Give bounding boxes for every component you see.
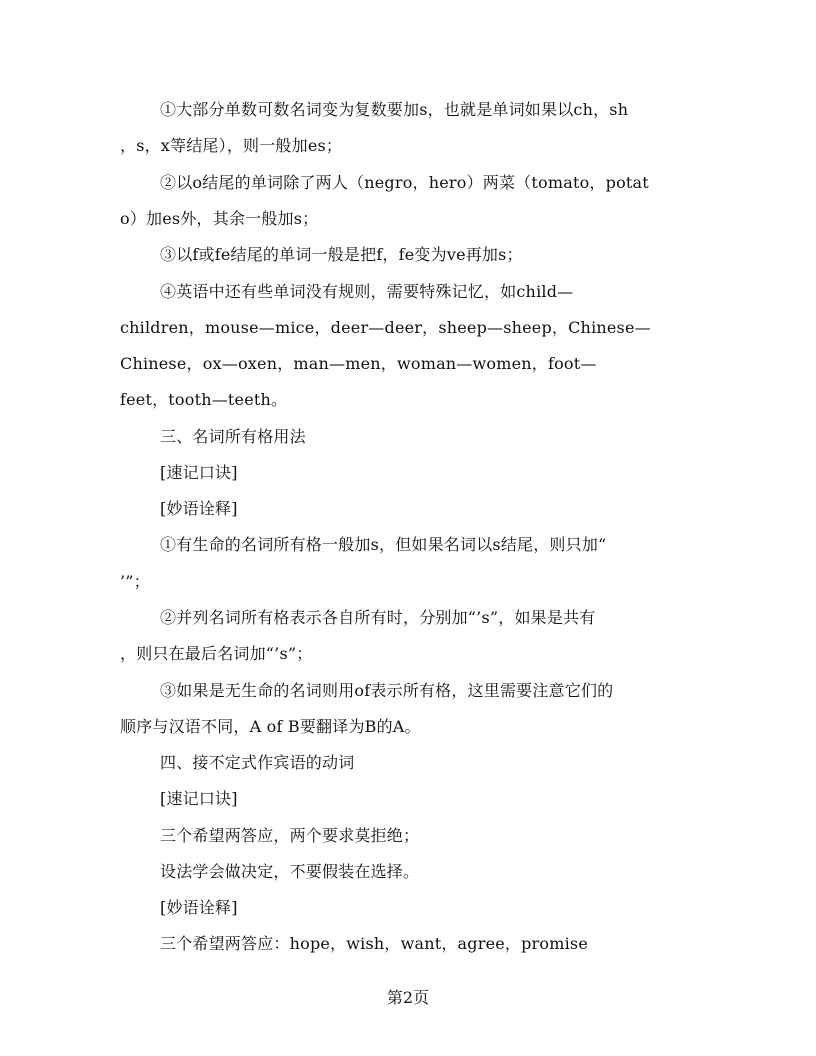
text-line: ③如果是无生命的名词则用of表示所有格，这里需要注意它们的 xyxy=(160,681,614,700)
text-line: feet，tooth—teeth。 xyxy=(120,390,288,409)
text-line: 三个希望两答应，两个要求莫拒绝； xyxy=(160,826,420,845)
text-line: 顺序与汉语不同，A of B要翻译为B的A。 xyxy=(120,717,421,736)
subheading: [妙语诠释] xyxy=(160,898,238,917)
text-line: children，mouse—mice，deer—deer，sheep—sheep，Chinese— xyxy=(120,318,651,337)
text-line: ③以f或fe结尾的单词一般是把f，fe变为ve再加s； xyxy=(160,245,523,264)
section-heading: 四、接不定式作宾语的动词 xyxy=(160,753,355,772)
text-line: Chinese，ox—oxen，man—men，woman—women，foot— xyxy=(120,354,597,373)
text-line: ’”； xyxy=(120,572,150,591)
section-heading: 三、名词所有格用法 xyxy=(160,427,306,446)
text-line: ，s，x等结尾），则一般加es； xyxy=(120,136,343,155)
text-line: ，则只在最后名词加“’s”； xyxy=(120,644,313,663)
subheading: [速记口诀] xyxy=(160,789,238,808)
text-line: ②并列名词所有格表示各自所有时，分别加“’s”，如果是共有 xyxy=(160,608,596,627)
text-line: ④英语中还有些单词没有规则，需要特殊记忆，如child— xyxy=(160,282,574,301)
subheading: [速记口诀] xyxy=(160,463,238,482)
subheading: [妙语诠释] xyxy=(160,499,238,518)
text-line: 设法学会做决定，不要假装在选择。 xyxy=(160,862,420,881)
text-line: ②以o结尾的单词除了两人（negro，hero）两菜（tomato，potat xyxy=(160,173,649,192)
text-line: ①大部分单数可数名词变为复数要加s，也就是单词如果以ch，sh xyxy=(160,100,629,119)
page-number: 第2页 xyxy=(386,988,430,1007)
text-line: 三个希望两答应：hope，wish，want，agree，promise xyxy=(160,934,589,953)
text-line: o）加es外，其余一般加s； xyxy=(120,209,319,228)
text-line: ①有生命的名词所有格一般加s，但如果名词以s结尾，则只加“ xyxy=(160,535,607,554)
